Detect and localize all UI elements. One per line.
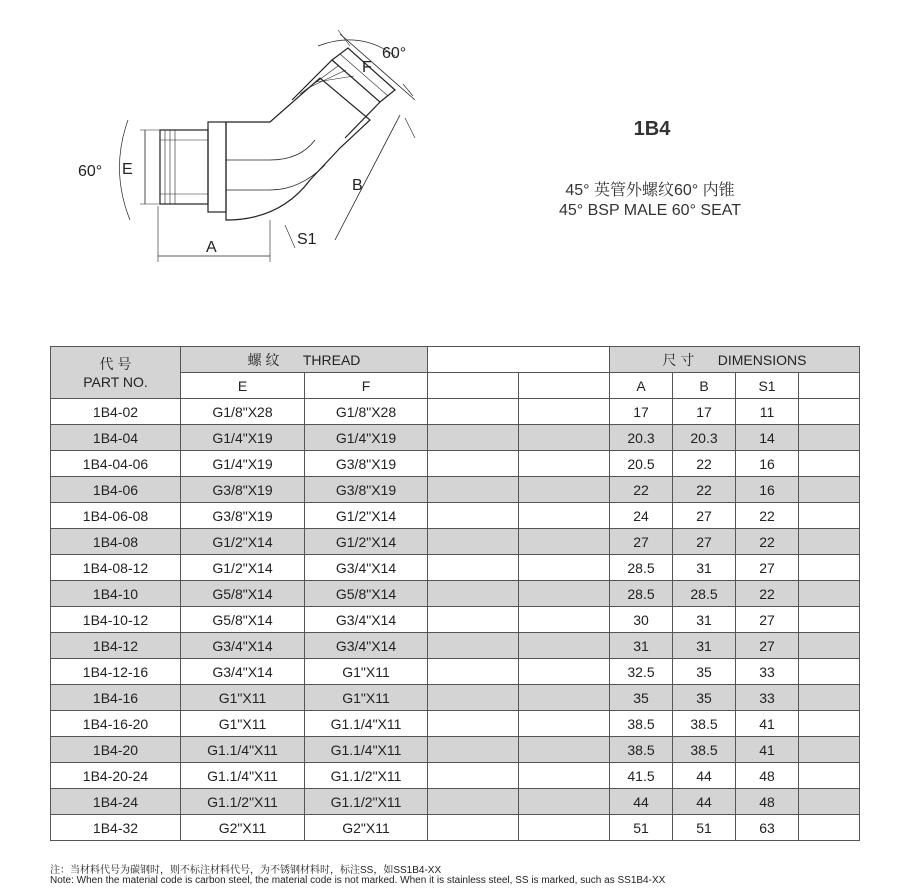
cell-thread-f: G3/8"X19 [305,477,428,503]
header-col-f: F [305,373,428,399]
cell-thread-f: G3/8"X19 [305,451,428,477]
cell-thread-e: G1/4"X19 [181,425,305,451]
table-header-row-1 [51,347,860,373]
cell-dim-a: 28.5 [610,555,673,581]
cell-blank [519,763,610,789]
cell-blank [519,659,610,685]
header-dimensions [610,347,860,373]
header-dim-en: DIMENSIONS [717,351,807,368]
cell-thread-e: G3/8"X19 [181,503,305,529]
cell-blank [799,763,860,789]
cell-dim-s1: 27 [736,633,799,659]
cell-thread-e: G3/8"X19 [181,477,305,503]
note-cn: 注：当材料代号为碳钢时，则不标注材料代号，为不锈钢材料时，标注SS，如SS1B4-XX [50,865,442,876]
cell-dim-a: 27 [610,529,673,555]
header-col-e: E [181,373,305,399]
cell-dim-b: 28.5 [673,581,736,607]
cell-part-no: 1B4-04-06 [51,451,181,477]
cell-thread-f: G1/2"X14 [305,529,428,555]
dim-label-b: B [352,177,363,194]
product-subtitle-cn: 45° 英管外螺纹60° 内锥 [565,182,735,199]
dim-label-a: A [206,239,217,256]
product-title: 1B4 [633,118,671,140]
cell-dim-a: 35 [610,685,673,711]
cell-blank [519,633,610,659]
cell-thread-e: G1.1/2"X11 [181,789,305,815]
cell-blank [799,633,860,659]
cell-part-no: 1B4-20 [51,737,181,763]
cell-blank [799,425,860,451]
cell-part-no: 1B4-32 [51,815,181,841]
cell-dim-s1: 27 [736,607,799,633]
cell-blank [519,737,610,763]
cell-dim-s1: 14 [736,425,799,451]
cell-blank [428,685,519,711]
fitting-drawing [70,20,430,270]
cell-blank [428,659,519,685]
cell-dim-s1: 41 [736,737,799,763]
cell-blank [519,503,610,529]
cell-dim-s1: 22 [736,503,799,529]
spec-table [50,346,860,841]
cell-dim-s1: 41 [736,711,799,737]
table-row [51,685,860,711]
cell-blank [799,607,860,633]
cell-dim-b: 35 [673,685,736,711]
cell-blank [799,451,860,477]
cell-dim-b: 38.5 [673,711,736,737]
cell-thread-e: G3/4"X14 [181,633,305,659]
cell-dim-b: 17 [673,399,736,425]
header-col-blank-1 [428,373,519,399]
cell-dim-a: 20.3 [610,425,673,451]
cell-blank [519,789,610,815]
cell-dim-s1: 22 [736,529,799,555]
header-part-en: PART NO. [83,373,148,390]
table-row [51,555,860,581]
cell-thread-e: G5/8"X14 [181,581,305,607]
header-col-b: B [673,373,736,399]
cell-dim-b: 22 [673,477,736,503]
cell-dim-a: 22 [610,477,673,503]
table-row [51,425,860,451]
dim-label-e: E [122,161,133,178]
cell-part-no: 1B4-10-12 [51,607,181,633]
cell-blank [428,763,519,789]
cell-blank [428,789,519,815]
cell-thread-e: G1/2"X14 [181,529,305,555]
header-thread-en: THREAD [302,351,361,368]
cell-thread-e: G1/4"X19 [181,451,305,477]
dim-label-s1: S1 [297,231,317,248]
product-subtitle-en: 45° BSP MALE 60° SEAT [558,202,742,219]
table-row [51,737,860,763]
cell-thread-f: G5/8"X14 [305,581,428,607]
cell-part-no: 1B4-06-08 [51,503,181,529]
cell-dim-a: 38.5 [610,737,673,763]
cell-thread-e: G1.1/4"X11 [181,763,305,789]
cell-blank [799,503,860,529]
header-col-s1: S1 [736,373,799,399]
cell-dim-s1: 11 [736,399,799,425]
table-row [51,789,860,815]
cell-thread-f: G1/4"X19 [305,425,428,451]
cell-thread-e: G2"X11 [181,815,305,841]
cell-thread-f: G1.1/4"X11 [305,737,428,763]
cell-blank [799,555,860,581]
cell-thread-f: G2"X11 [305,815,428,841]
cell-dim-s1: 16 [736,451,799,477]
cell-blank [428,737,519,763]
cell-blank [519,451,610,477]
cell-part-no: 1B4-04 [51,425,181,451]
cell-dim-s1: 33 [736,659,799,685]
cell-dim-b: 44 [673,763,736,789]
cell-dim-a: 51 [610,815,673,841]
cell-blank [799,815,860,841]
cell-thread-f: G1"X11 [305,659,428,685]
cell-thread-e: G1"X11 [181,711,305,737]
cell-part-no: 1B4-16 [51,685,181,711]
cell-thread-f: G1/8"X28 [305,399,428,425]
cell-dim-a: 20.5 [610,451,673,477]
male-thread-end [160,130,208,204]
cell-blank [428,555,519,581]
cell-thread-e: G5/8"X14 [181,607,305,633]
cell-dim-a: 32.5 [610,659,673,685]
angle-label-left: 60° [78,163,103,180]
cell-blank [799,581,860,607]
cell-blank [519,685,610,711]
cell-thread-e: G1"X11 [181,685,305,711]
header-col-blank-3 [799,373,860,399]
cell-blank [519,399,610,425]
cell-dim-a: 28.5 [610,581,673,607]
cell-dim-b: 44 [673,789,736,815]
table-row [51,503,860,529]
cell-blank [428,529,519,555]
cell-blank [519,815,610,841]
cell-dim-s1: 48 [736,763,799,789]
cell-blank [519,607,610,633]
header-part-cn: 代 号 [99,355,132,372]
cell-dim-s1: 22 [736,581,799,607]
cell-thread-f: G1.1/2"X11 [305,763,428,789]
header-thread [181,347,428,373]
dim-label-f: F [362,59,372,76]
table-row [51,451,860,477]
cell-dim-b: 27 [673,529,736,555]
header-thread-cn: 螺 纹 [247,351,280,368]
cell-blank [799,477,860,503]
cell-blank [519,711,610,737]
cell-thread-f: G1.1/4"X11 [305,711,428,737]
cell-part-no: 1B4-24 [51,789,181,815]
table-row [51,581,860,607]
cell-part-no: 1B4-12 [51,633,181,659]
cell-blank [428,503,519,529]
cell-thread-e: G1/8"X28 [181,399,305,425]
cell-part-no: 1B4-02 [51,399,181,425]
cell-dim-a: 41.5 [610,763,673,789]
cell-thread-e: G1/2"X14 [181,555,305,581]
cell-blank [519,477,610,503]
note-en: Note: When the material code is carbon steel, the material code is not marked. When it is stainless steel, SS is marked, such as SS1B4-XX [50,875,666,886]
cell-dim-b: 31 [673,633,736,659]
cell-part-no: 1B4-12-16 [51,659,181,685]
cell-dim-s1: 16 [736,477,799,503]
table-row [51,399,860,425]
cell-part-no: 1B4-20-24 [51,763,181,789]
table-row [51,815,860,841]
cell-blank [428,607,519,633]
cell-blank [799,529,860,555]
cell-blank [799,711,860,737]
cell-thread-e: G1.1/4"X11 [181,737,305,763]
cell-blank [519,581,610,607]
cell-blank [428,425,519,451]
cell-dim-s1: 63 [736,815,799,841]
cell-dim-a: 38.5 [610,711,673,737]
table-row [51,711,860,737]
cell-part-no: 1B4-16-20 [51,711,181,737]
cell-dim-a: 30 [610,607,673,633]
cell-thread-f: G3/4"X14 [305,555,428,581]
cell-dim-s1: 33 [736,685,799,711]
cell-thread-f: G1/2"X14 [305,503,428,529]
header-dim-cn: 尺 寸 [662,351,695,368]
cell-dim-b: 38.5 [673,737,736,763]
cell-blank [799,659,860,685]
cell-dim-b: 35 [673,659,736,685]
cell-blank [428,581,519,607]
cell-dim-b: 51 [673,815,736,841]
table-row [51,763,860,789]
cell-blank [799,399,860,425]
header-col-blank-2 [519,373,610,399]
table-row [51,633,860,659]
cell-dim-s1: 48 [736,789,799,815]
cell-blank [428,711,519,737]
table-row [51,477,860,503]
hex-body [208,122,226,212]
cell-blank [428,451,519,477]
table-row [51,659,860,685]
elbow-body [226,78,370,220]
cell-blank [799,789,860,815]
cell-blank [428,815,519,841]
cell-blank [519,555,610,581]
angle-label-top: 60° [382,45,407,62]
cell-dim-a: 24 [610,503,673,529]
cell-blank [428,633,519,659]
cell-dim-b: 31 [673,555,736,581]
header-blank [428,347,610,373]
cell-part-no: 1B4-06 [51,477,181,503]
header-part-no [51,347,181,399]
cell-thread-f: G3/4"X14 [305,607,428,633]
cell-part-no: 1B4-08-12 [51,555,181,581]
cell-blank [428,399,519,425]
cell-dim-s1: 27 [736,555,799,581]
cell-dim-b: 20.3 [673,425,736,451]
cell-blank [519,529,610,555]
cell-part-no: 1B4-10 [51,581,181,607]
cell-dim-b: 22 [673,451,736,477]
cell-dim-b: 27 [673,503,736,529]
table-row [51,529,860,555]
cell-thread-e: G3/4"X14 [181,659,305,685]
cell-thread-f: G1.1/2"X11 [305,789,428,815]
cell-part-no: 1B4-08 [51,529,181,555]
cell-blank [799,737,860,763]
header-col-a: A [610,373,673,399]
cell-thread-f: G3/4"X14 [305,633,428,659]
cell-dim-a: 31 [610,633,673,659]
cell-dim-a: 44 [610,789,673,815]
cell-blank [799,685,860,711]
cell-blank [519,425,610,451]
cell-dim-b: 31 [673,607,736,633]
cell-blank [428,477,519,503]
cell-thread-f: G1"X11 [305,685,428,711]
cell-dim-a: 17 [610,399,673,425]
table-row [51,607,860,633]
